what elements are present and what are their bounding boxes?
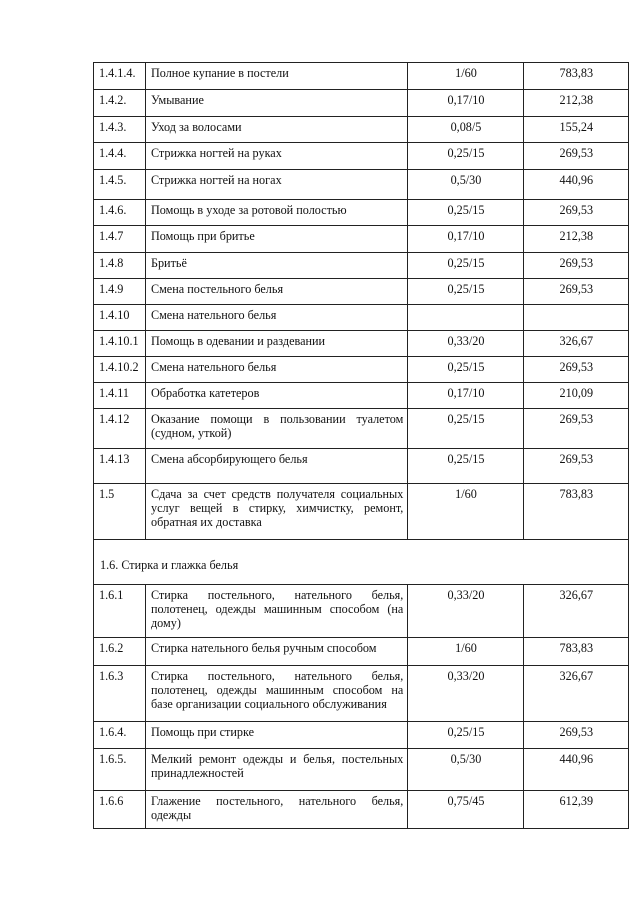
- table-row: [94, 200, 629, 226]
- table-row: [94, 585, 629, 638]
- table-row: [94, 143, 629, 170]
- time-norm: 1/60: [408, 63, 523, 90]
- table-row: [94, 253, 629, 279]
- time-norm: 0,08/5: [408, 117, 523, 143]
- time-norm: 0,25/15: [408, 722, 523, 749]
- time-norm: 1/60: [408, 638, 523, 666]
- section-title: 1.6. Стирка и глажка белья: [94, 540, 629, 585]
- service-price: 269,53: [523, 253, 628, 279]
- service-price: 212,38: [523, 90, 628, 117]
- time-norm: 0,33/20: [408, 585, 523, 638]
- time-norm: 0,25/15: [408, 253, 523, 279]
- row-number: 1.6.2: [94, 638, 146, 666]
- time-norm: 0,25/15: [408, 409, 523, 449]
- time-norm: 0,25/15: [408, 357, 523, 383]
- row-number: 1.6.6: [94, 791, 146, 829]
- row-number: 1.6.5.: [94, 749, 146, 791]
- service-price: 326,67: [523, 585, 628, 638]
- time-norm: 0,25/15: [408, 200, 523, 226]
- time-norm: 0,5/30: [408, 749, 523, 791]
- row-number: 1.4.12: [94, 409, 146, 449]
- service-name: Умывание: [145, 90, 407, 117]
- service-price: 326,67: [523, 331, 628, 357]
- service-name: Уход за волосами: [145, 117, 407, 143]
- service-price: 326,67: [523, 666, 628, 722]
- table-row: [94, 791, 629, 829]
- service-name: Смена постельного белья: [145, 279, 407, 305]
- row-number: 1.4.6.: [94, 200, 146, 226]
- service-name: Смена абсорбирующего белья: [145, 449, 407, 484]
- time-norm: 1/60: [408, 484, 523, 540]
- table-body: [94, 63, 629, 829]
- service-name: Смена нательного белья: [145, 357, 407, 383]
- service-name: Стирка нательного белья ручным способом: [145, 638, 407, 666]
- service-price: 269,53: [523, 200, 628, 226]
- table-row: [94, 409, 629, 449]
- time-norm: 0,17/10: [408, 383, 523, 409]
- row-number: 1.4.11: [94, 383, 146, 409]
- section-header-row: [94, 540, 629, 585]
- service-name: Стрижка ногтей на ногах: [145, 170, 407, 200]
- service-name: Стрижка ногтей на руках: [145, 143, 407, 170]
- table-row: [94, 449, 629, 484]
- row-number: 1.4.13: [94, 449, 146, 484]
- service-price: 783,83: [523, 484, 628, 540]
- service-name: Бритьё: [145, 253, 407, 279]
- service-name: Сдача за счет средств получателя социальных услуг вещей в стирку, химчистку, ремонт, обратная их доставка: [145, 484, 407, 540]
- time-norm: 0,17/10: [408, 226, 523, 253]
- row-number: 1.6.1: [94, 585, 146, 638]
- service-price: 269,53: [523, 409, 628, 449]
- time-norm: 0,17/10: [408, 90, 523, 117]
- service-price: 269,53: [523, 143, 628, 170]
- service-price: 269,53: [523, 722, 628, 749]
- row-number: 1.5: [94, 484, 146, 540]
- row-number: 1.4.1.4.: [94, 63, 146, 90]
- time-norm: 0,33/20: [408, 666, 523, 722]
- row-number: 1.4.4.: [94, 143, 146, 170]
- service-name: Глажение постельного, нательного белья, одежды: [145, 791, 407, 829]
- row-number: 1.4.8: [94, 253, 146, 279]
- table-row: [94, 117, 629, 143]
- service-name: Помощь при бритье: [145, 226, 407, 253]
- table-row: [94, 722, 629, 749]
- service-name: Смена нательного белья: [145, 305, 407, 331]
- service-price: 440,96: [523, 749, 628, 791]
- table-row: [94, 226, 629, 253]
- service-price: 440,96: [523, 170, 628, 200]
- time-norm: [408, 305, 523, 331]
- service-name: Полное купание в постели: [145, 63, 407, 90]
- service-name: Мелкий ремонт одежды и белья, постельных принадлежностей: [145, 749, 407, 791]
- table-row: [94, 638, 629, 666]
- row-number: 1.4.2.: [94, 90, 146, 117]
- row-number: 1.4.10: [94, 305, 146, 331]
- service-price: 269,53: [523, 357, 628, 383]
- service-price: 269,53: [523, 279, 628, 305]
- table-row: [94, 383, 629, 409]
- table-row: [94, 484, 629, 540]
- row-number: 1.6.3: [94, 666, 146, 722]
- service-name: Обработка катетеров: [145, 383, 407, 409]
- table-row: [94, 749, 629, 791]
- row-number: 1.4.5.: [94, 170, 146, 200]
- table-row: [94, 666, 629, 722]
- services-price-table: [93, 62, 629, 829]
- time-norm: 0,33/20: [408, 331, 523, 357]
- table-row: [94, 305, 629, 331]
- row-number: 1.4.10.1: [94, 331, 146, 357]
- table-row: [94, 63, 629, 90]
- time-norm: 0,75/45: [408, 791, 523, 829]
- service-name: Помощь в одевании и раздевании: [145, 331, 407, 357]
- table-row: [94, 331, 629, 357]
- time-norm: 0,5/30: [408, 170, 523, 200]
- time-norm: 0,25/15: [408, 143, 523, 170]
- service-price: 612,39: [523, 791, 628, 829]
- row-number: 1.4.10.2: [94, 357, 146, 383]
- service-price: 783,83: [523, 638, 628, 666]
- row-number: 1.4.7: [94, 226, 146, 253]
- service-name: Помощь в уходе за ротовой полостью: [145, 200, 407, 226]
- table-row: [94, 279, 629, 305]
- table-row: [94, 357, 629, 383]
- service-name: Стирка постельного, нательного белья, полотенец, одежды машинным способом на базе организации социального обслуживания: [145, 666, 407, 722]
- service-price: 269,53: [523, 449, 628, 484]
- service-price: 155,24: [523, 117, 628, 143]
- service-price: 783,83: [523, 63, 628, 90]
- service-name: Оказание помощи в пользовании туалетом (судном, уткой): [145, 409, 407, 449]
- row-number: 1.4.9: [94, 279, 146, 305]
- table-row: [94, 90, 629, 117]
- time-norm: 0,25/15: [408, 449, 523, 484]
- table-row: [94, 170, 629, 200]
- time-norm: 0,25/15: [408, 279, 523, 305]
- service-price: 212,38: [523, 226, 628, 253]
- row-number: 1.4.3.: [94, 117, 146, 143]
- row-number: 1.6.4.: [94, 722, 146, 749]
- service-name: Помощь при стирке: [145, 722, 407, 749]
- service-price: [523, 305, 628, 331]
- service-price: 210,09: [523, 383, 628, 409]
- service-name: Стирка постельного, нательного белья, полотенец, одежды машинным способом (на дому): [145, 585, 407, 638]
